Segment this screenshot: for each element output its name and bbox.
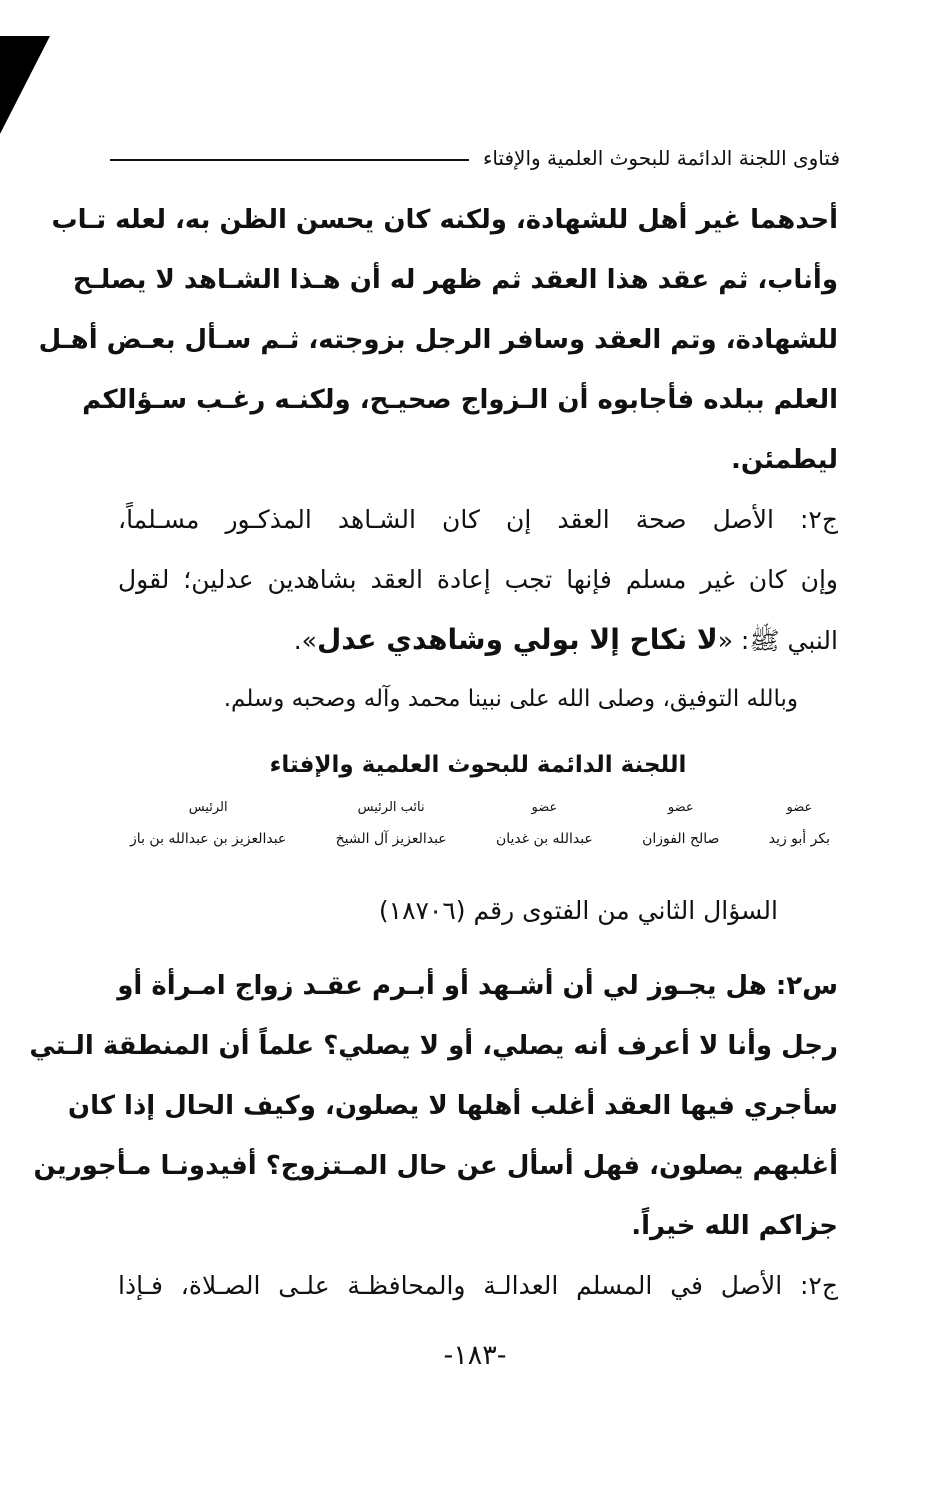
running-header (110, 138, 840, 178)
page-number: -١٨٣- (443, 1340, 507, 1371)
answer-line: ج٢: الأصل في المسلم العدالـة والمحافظـة علـى الصـلاة، فـإذا (118, 1271, 838, 1300)
signatory (130, 800, 286, 847)
signatory-name: عبدالعزيز بن عبدالله بن باز (130, 831, 287, 847)
signatory-role: نائب الرئيس (357, 800, 425, 815)
header-rule (110, 159, 469, 161)
signatory-name: عبدالله بن غديان (495, 831, 593, 847)
closing-prayer: وبالله التوفيق، وصلى الله على نبينا محمد وآله وصحبه وسلم. (223, 686, 798, 712)
question-line: رجل وأنا لا أعرف أنه يصلي، أو لا يصلي؟ علماً أن المنطقة الـتي (29, 1031, 838, 1061)
answer-line: ج٢: الأصل صحة العقد إن كان الشـاهد المذكـور مسـلماً، (118, 505, 838, 534)
signatory-name: صالح الفوزان (642, 831, 720, 847)
second-question-paragraph (29, 956, 838, 1316)
committee-title: اللجنة الدائمة للبحوث العلمية والإفتاء (269, 752, 687, 778)
question-line: للشهادة، وتم العقد وسافر الرجل بزوجته، ثـم سـأل بعـض أهـل (38, 325, 838, 355)
signatory-name: بكر أبو زيد (768, 831, 830, 847)
signatory (336, 800, 447, 847)
signatory (496, 800, 593, 847)
question-line: ليطمئن. (730, 445, 838, 475)
signatory (642, 800, 719, 847)
question-line: العلم ببلده فأجابوه أن الـزواج صحيـح، ولكنـه رغـب سـؤالكم (82, 385, 838, 415)
signatory (769, 800, 830, 847)
second-question-heading: السؤال الثاني من الفتوى رقم (١٨٧٠٦) (378, 896, 778, 925)
question-line: جزاكم الله خيراً. (631, 1211, 838, 1241)
answer-paragraph (118, 490, 838, 670)
signatory-name: عبدالعزيز آل الشيخ (335, 831, 447, 847)
signatory-role: عضو (531, 800, 558, 815)
signatory-role: عضو (786, 800, 813, 815)
answer-last-line (118, 610, 838, 670)
question-line: سأجري فيها العقد أغلب أهلها لا يصلون، وكيف الحال إذا كان (67, 1091, 838, 1121)
hadith-quote: لا نكاح إلا بولي وشاهدي عدل (316, 623, 718, 656)
question-line: أحدهما غير أهل للشهادة، ولكنه كان يحسن الظن به، لعله تـاب (51, 205, 838, 235)
question-line: وأناب، ثم عقد هذا العقد ثم ظهر له أن هـذا الشـاهد لا يصلـح (72, 265, 838, 295)
corner-tab-mark (0, 36, 50, 134)
signatory-role: عضو (667, 800, 694, 815)
question-paragraph (38, 190, 838, 490)
question-line: أغلبهم يصلون، فهل أسأل عن حال المـتزوج؟ أفيدونـا مـأجورين (33, 1151, 838, 1181)
answer-line: وإن كان غير مسلم فإنها تجب إعادة العقد بشاهدين عدلين؛ لقول (118, 565, 838, 594)
signatories (130, 800, 830, 847)
question-line: س٢: هل يجـوز لي أن أشـهد أو أبـرم عقـد زواج امـرأة أو (117, 971, 838, 1001)
answer-prefix: النبي ﷺ: « (717, 626, 838, 655)
signatory-role: الرئيس (188, 800, 228, 815)
answer-suffix: ». (293, 626, 317, 655)
header-title: فتاوى اللجنة الدائمة للبحوث العلمية والإفتاء (482, 146, 840, 170)
